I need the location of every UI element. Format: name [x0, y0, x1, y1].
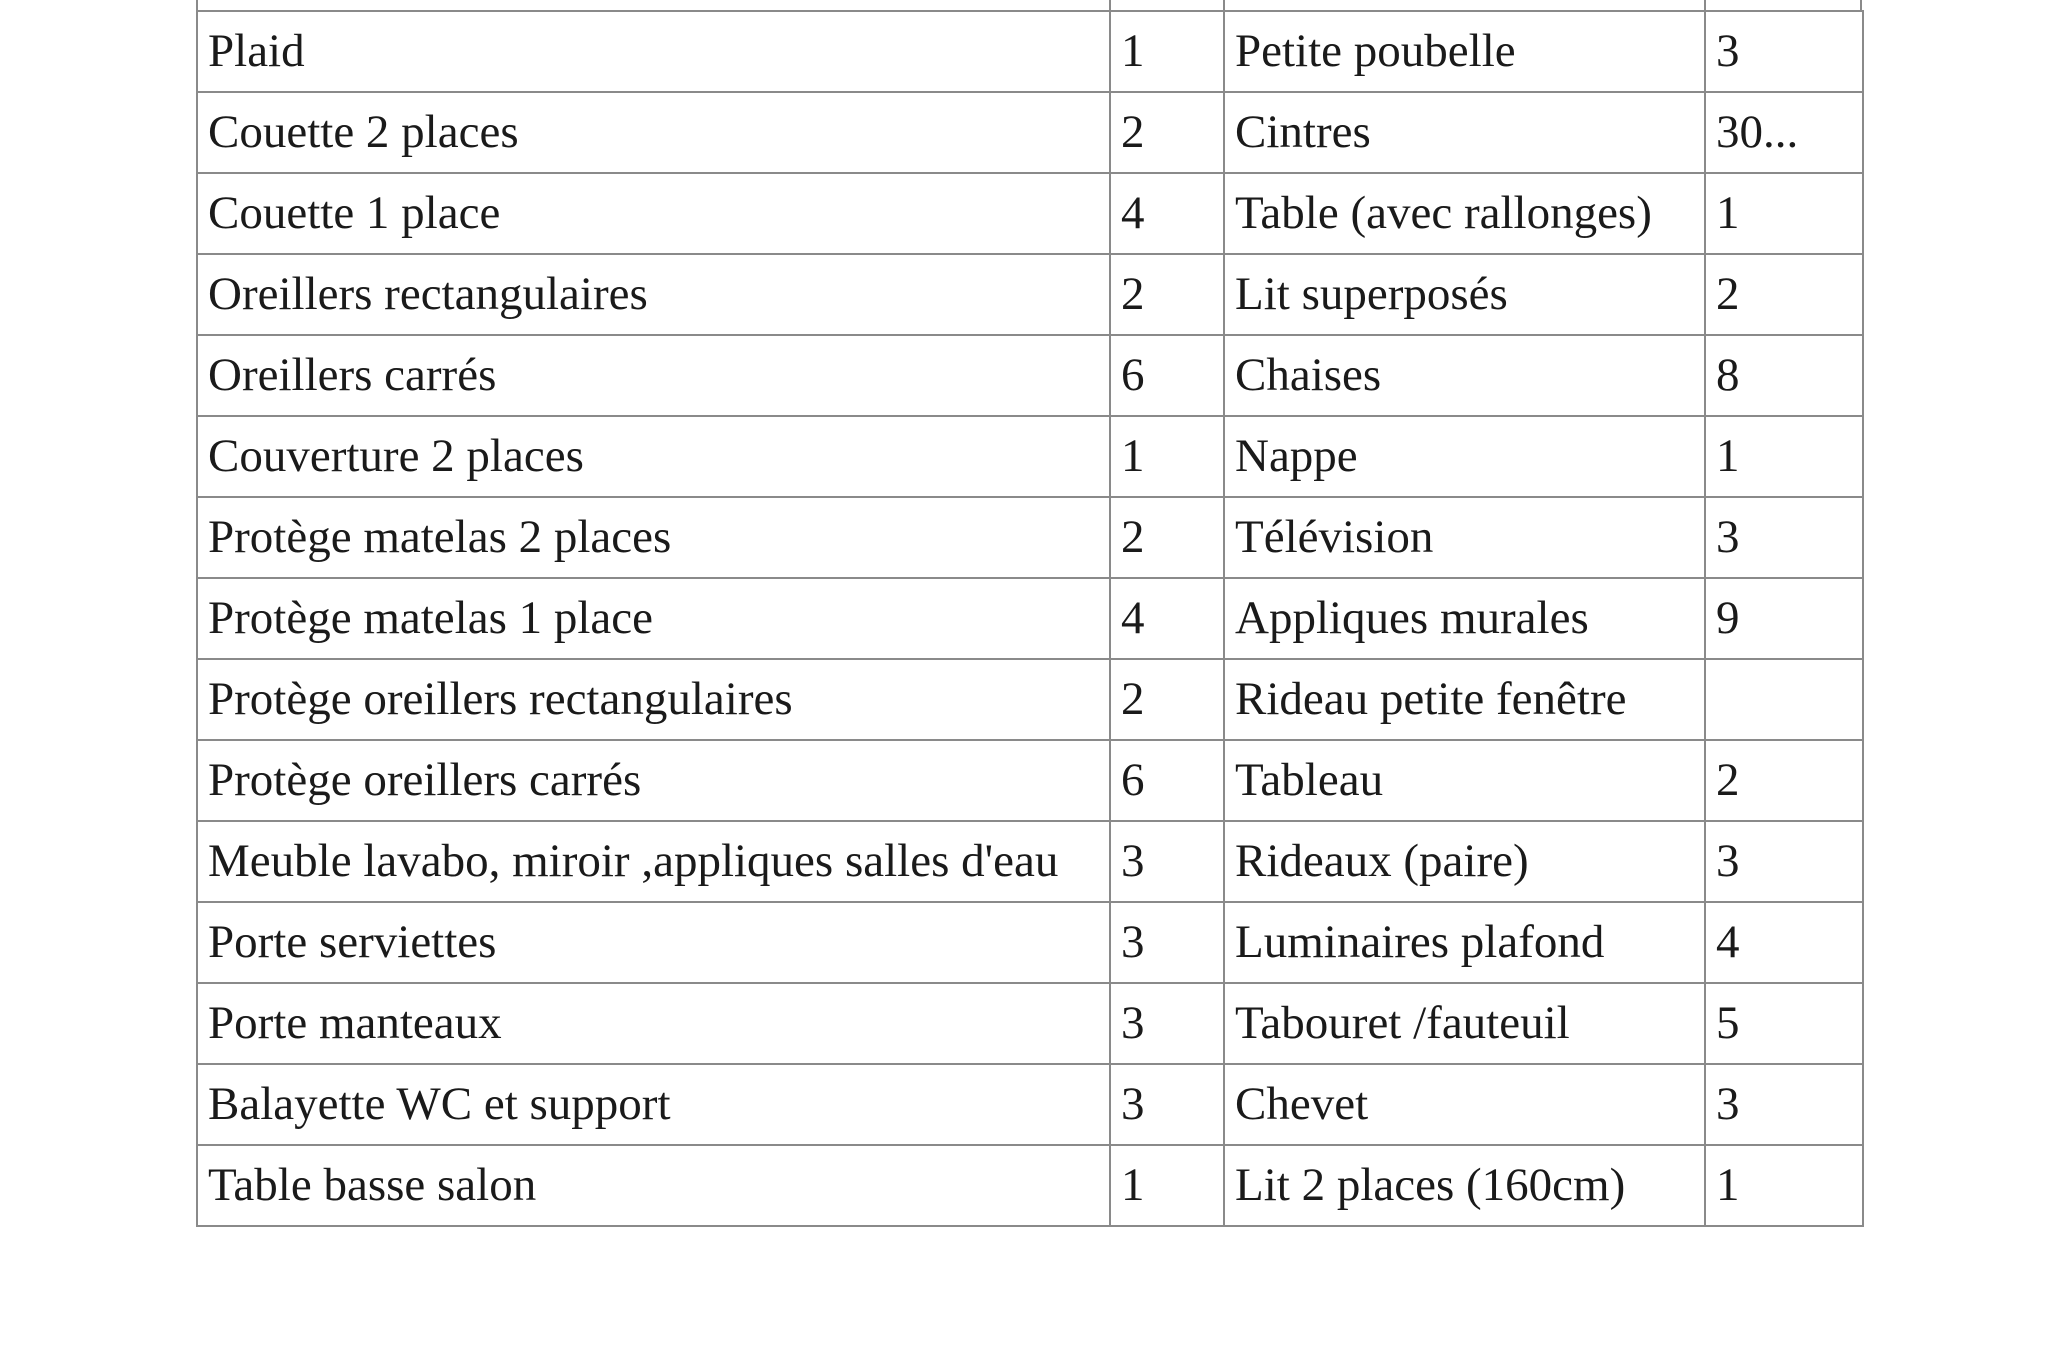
quantity-cell: 4 [1110, 173, 1224, 254]
quantity-cell: 1 [1110, 1145, 1224, 1226]
item-name-cell: Oreillers carrés [197, 335, 1110, 416]
item-name-cell: Lit superposés [1224, 254, 1705, 335]
item-name-cell: Nappe [1224, 416, 1705, 497]
quantity-cell: 3 [1110, 902, 1224, 983]
item-name-cell: Porte serviettes [197, 902, 1110, 983]
quantity-cell: 2 [1705, 254, 1863, 335]
item-name-cell: Couette 1 place [197, 173, 1110, 254]
table-row [197, 173, 1863, 254]
table-top-continuation [196, 0, 1862, 10]
item-name-cell: Oreillers rectangulaires [197, 254, 1110, 335]
quantity-cell: 3 [1110, 983, 1224, 1064]
item-name-cell: Plaid [197, 11, 1110, 92]
item-name-cell: Table (avec rallonges) [1224, 173, 1705, 254]
quantity-cell: 2 [1110, 659, 1224, 740]
item-name-cell: Protège oreillers carrés [197, 740, 1110, 821]
table-row [197, 983, 1863, 1064]
table-row [197, 659, 1863, 740]
quantity-cell: 1 [1110, 416, 1224, 497]
table-row [197, 578, 1863, 659]
item-name-cell: Cintres [1224, 92, 1705, 173]
quantity-cell: 2 [1110, 92, 1224, 173]
table-row [197, 92, 1863, 173]
item-name-cell: Chaises [1224, 335, 1705, 416]
item-name-cell: Télévision [1224, 497, 1705, 578]
item-name-cell: Protège matelas 1 place [197, 578, 1110, 659]
inventory-table [196, 10, 1864, 1227]
table-row [197, 416, 1863, 497]
item-name-cell: Porte manteaux [197, 983, 1110, 1064]
quantity-cell: 30... [1705, 92, 1863, 173]
table-row [197, 902, 1863, 983]
table-row [197, 1064, 1863, 1145]
quantity-cell: 4 [1110, 578, 1224, 659]
item-name-cell: Protège matelas 2 places [197, 497, 1110, 578]
quantity-cell: 3 [1705, 1064, 1863, 1145]
quantity-cell: 6 [1110, 335, 1224, 416]
quantity-cell: 3 [1705, 821, 1863, 902]
inventory-table-body [197, 11, 1863, 1226]
quantity-cell: 5 [1705, 983, 1863, 1064]
quantity-cell: 8 [1705, 335, 1863, 416]
quantity-cell: 2 [1705, 740, 1863, 821]
item-name-cell: Tableau [1224, 740, 1705, 821]
quantity-cell: 1 [1110, 11, 1224, 92]
item-name-cell: Luminaires plafond [1224, 902, 1705, 983]
item-name-cell: Appliques murales [1224, 578, 1705, 659]
quantity-cell: 3 [1705, 497, 1863, 578]
quantity-cell: 1 [1705, 416, 1863, 497]
item-name-cell: Chevet [1224, 1064, 1705, 1145]
item-name-cell: Tabouret /fauteuil [1224, 983, 1705, 1064]
quantity-cell [1705, 659, 1863, 740]
item-name-cell: Protège oreillers rectangulaires [197, 659, 1110, 740]
table-row [197, 1145, 1863, 1226]
item-name-cell: Table basse salon [197, 1145, 1110, 1226]
item-name-cell: Rideau petite fenêtre [1224, 659, 1705, 740]
table-row [197, 497, 1863, 578]
item-name-cell: Petite poubelle [1224, 11, 1705, 92]
quantity-cell: 4 [1705, 902, 1863, 983]
item-name-cell: Couverture 2 places [197, 416, 1110, 497]
table-row [197, 254, 1863, 335]
table-row [197, 335, 1863, 416]
table-row [197, 11, 1863, 92]
quantity-cell: 3 [1110, 821, 1224, 902]
quantity-cell: 1 [1705, 1145, 1863, 1226]
item-name-cell: Rideaux (paire) [1224, 821, 1705, 902]
item-name-cell: Couette 2 places [197, 92, 1110, 173]
item-name-cell: Meuble lavabo, miroir ,appliques salles d'eau [197, 821, 1110, 902]
item-name-cell: Lit 2 places (160cm) [1224, 1145, 1705, 1226]
quantity-cell: 2 [1110, 254, 1224, 335]
quantity-cell: 2 [1110, 497, 1224, 578]
quantity-cell: 9 [1705, 578, 1863, 659]
quantity-cell: 6 [1110, 740, 1224, 821]
table-row [197, 740, 1863, 821]
quantity-cell: 3 [1705, 11, 1863, 92]
quantity-cell: 1 [1705, 173, 1863, 254]
quantity-cell: 3 [1110, 1064, 1224, 1145]
item-name-cell: Balayette WC et support [197, 1064, 1110, 1145]
table-row [197, 821, 1863, 902]
